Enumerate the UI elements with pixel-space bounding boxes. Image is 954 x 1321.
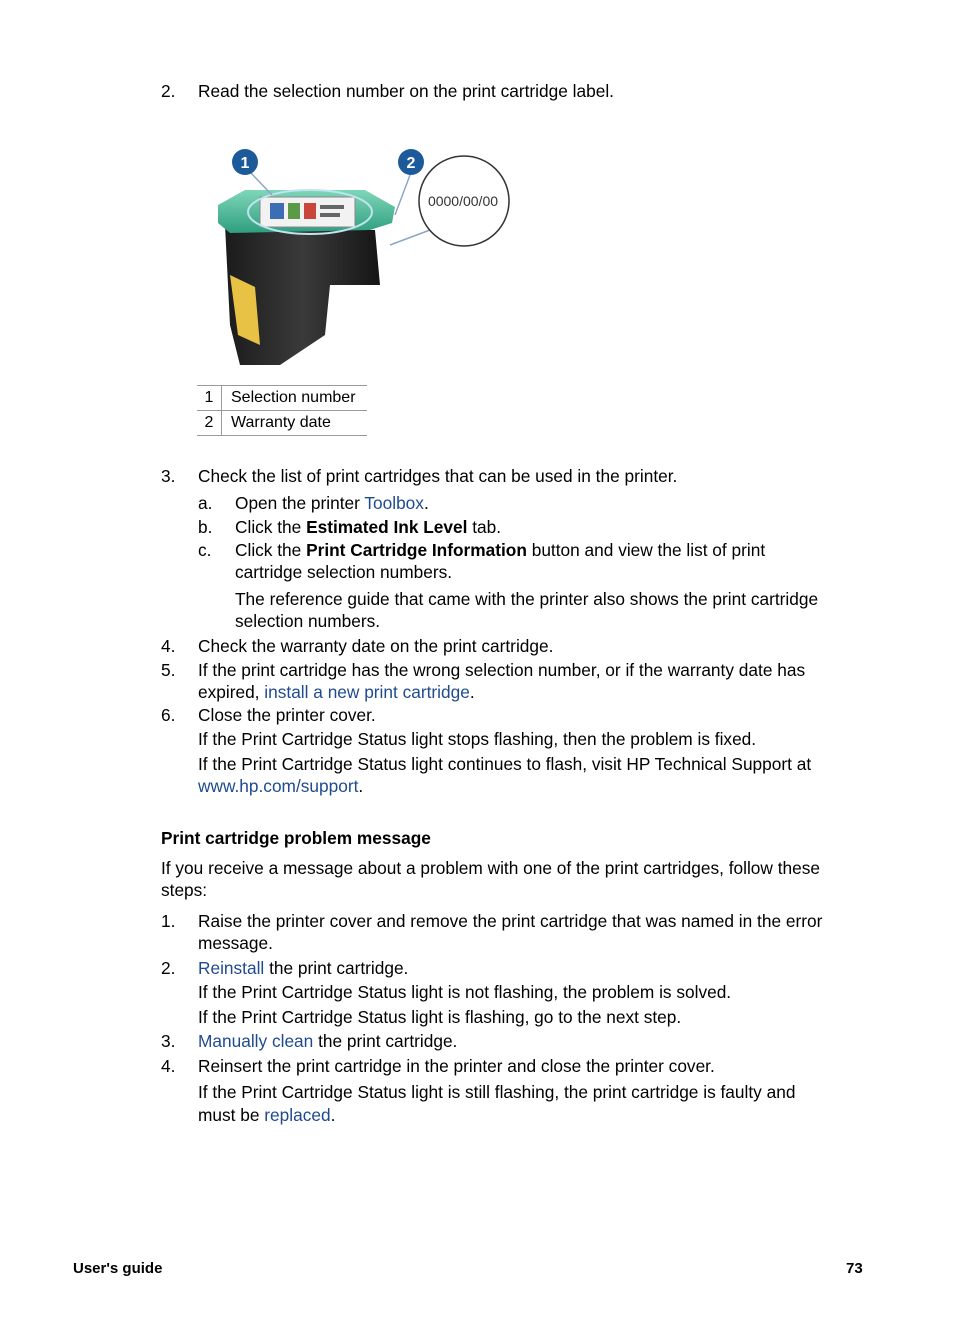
table-row: [197, 386, 367, 411]
callout-label: Selection number: [222, 386, 368, 411]
step-note: If the Print Cartridge Status light stops flashing, then the problem is fixed.: [198, 729, 757, 749]
step-text: Reinsert the print cartridge in the printer and close the printer cover.: [198, 1056, 715, 1076]
step-number: 2.: [161, 958, 176, 978]
warranty-code: 0000/00/00: [427, 193, 499, 209]
callout-number-1: 1: [240, 155, 250, 172]
step-note: If the Print Cartridge Status light is still flashing, the print cartridge is faulty and: [198, 1082, 796, 1102]
intro-text: If you receive a message about a problem with one of the print cartridges, follow these: [161, 858, 820, 878]
install-cartridge-link[interactable]: install a new print cartridge: [264, 682, 470, 702]
section-heading: Print cartridge problem message: [161, 828, 431, 848]
step-number: 4.: [161, 636, 176, 656]
step-number: 3.: [161, 1031, 176, 1051]
print-cartridge-illustration: [200, 135, 530, 375]
substep-text: Click the Estimated Ink Level tab.: [235, 517, 502, 537]
step-text: Close the printer cover.: [198, 705, 376, 725]
step-number: 5.: [161, 660, 176, 680]
step-text-cont: message.: [198, 933, 273, 953]
step-text: Reinstall the print cartridge.: [198, 958, 409, 978]
reinstall-link[interactable]: Reinstall: [198, 958, 265, 978]
step-text: Raise the printer cover and remove the print cartridge that was named in the error: [198, 911, 823, 931]
toolbox-link[interactable]: Toolbox: [364, 493, 424, 513]
step-text-cont: expired, install a new print cartridge.: [198, 682, 475, 702]
substep-text-cont: cartridge selection numbers.: [235, 562, 453, 582]
step-number: 4.: [161, 1056, 176, 1076]
substep-letter: b.: [198, 517, 213, 537]
substep-letter: a.: [198, 493, 213, 513]
callout-table: [197, 385, 367, 436]
step-text: Check the warranty date on the print cartridge.: [198, 636, 554, 656]
substep-text: Click the Print Cartridge Information button and view the list of print: [235, 540, 766, 560]
page-number: 73: [846, 1260, 863, 1277]
step-note-cont: www.hp.com/support.: [198, 776, 364, 796]
substep-letter: c.: [198, 540, 212, 560]
step-note: If the Print Cartridge Status light is not flashing, the problem is solved.: [198, 982, 732, 1002]
substep-text: Open the printer Toolbox.: [235, 493, 429, 513]
step-number: 2.: [161, 81, 176, 101]
callout-num: 1: [197, 386, 222, 411]
note-text: The reference guide that came with the printer also shows the print cartridge: [235, 589, 819, 609]
step-note-cont: must be replaced.: [198, 1105, 336, 1125]
step-number: 1.: [161, 911, 176, 931]
step-note: If the Print Cartridge Status light is flashing, go to the next step.: [198, 1007, 682, 1027]
intro-text-cont: steps:: [161, 880, 208, 900]
callout-num: 2: [197, 411, 222, 436]
step-text: Check the list of print cartridges that can be used in the printer.: [198, 466, 678, 486]
step-text: If the print cartridge has the wrong selection number, or if the warranty date has: [198, 660, 806, 680]
table-row: [197, 411, 367, 436]
hp-support-link[interactable]: www.hp.com/support: [198, 776, 359, 796]
note-text-cont: selection numbers.: [235, 611, 381, 631]
step-number: 6.: [161, 705, 176, 725]
step-number: 3.: [161, 466, 176, 486]
callout-number-2: 2: [406, 155, 416, 172]
footer-title: User's guide: [73, 1260, 163, 1277]
step-text: Manually clean the print cartridge.: [198, 1031, 458, 1051]
replaced-link[interactable]: replaced: [264, 1105, 331, 1125]
step-text: Read the selection number on the print cartridge label.: [198, 81, 614, 101]
step-note: If the Print Cartridge Status light continues to flash, visit HP Technical Support at: [198, 754, 812, 774]
callout-label: Warranty date: [222, 411, 368, 436]
manually-clean-link[interactable]: Manually clean: [198, 1031, 314, 1051]
